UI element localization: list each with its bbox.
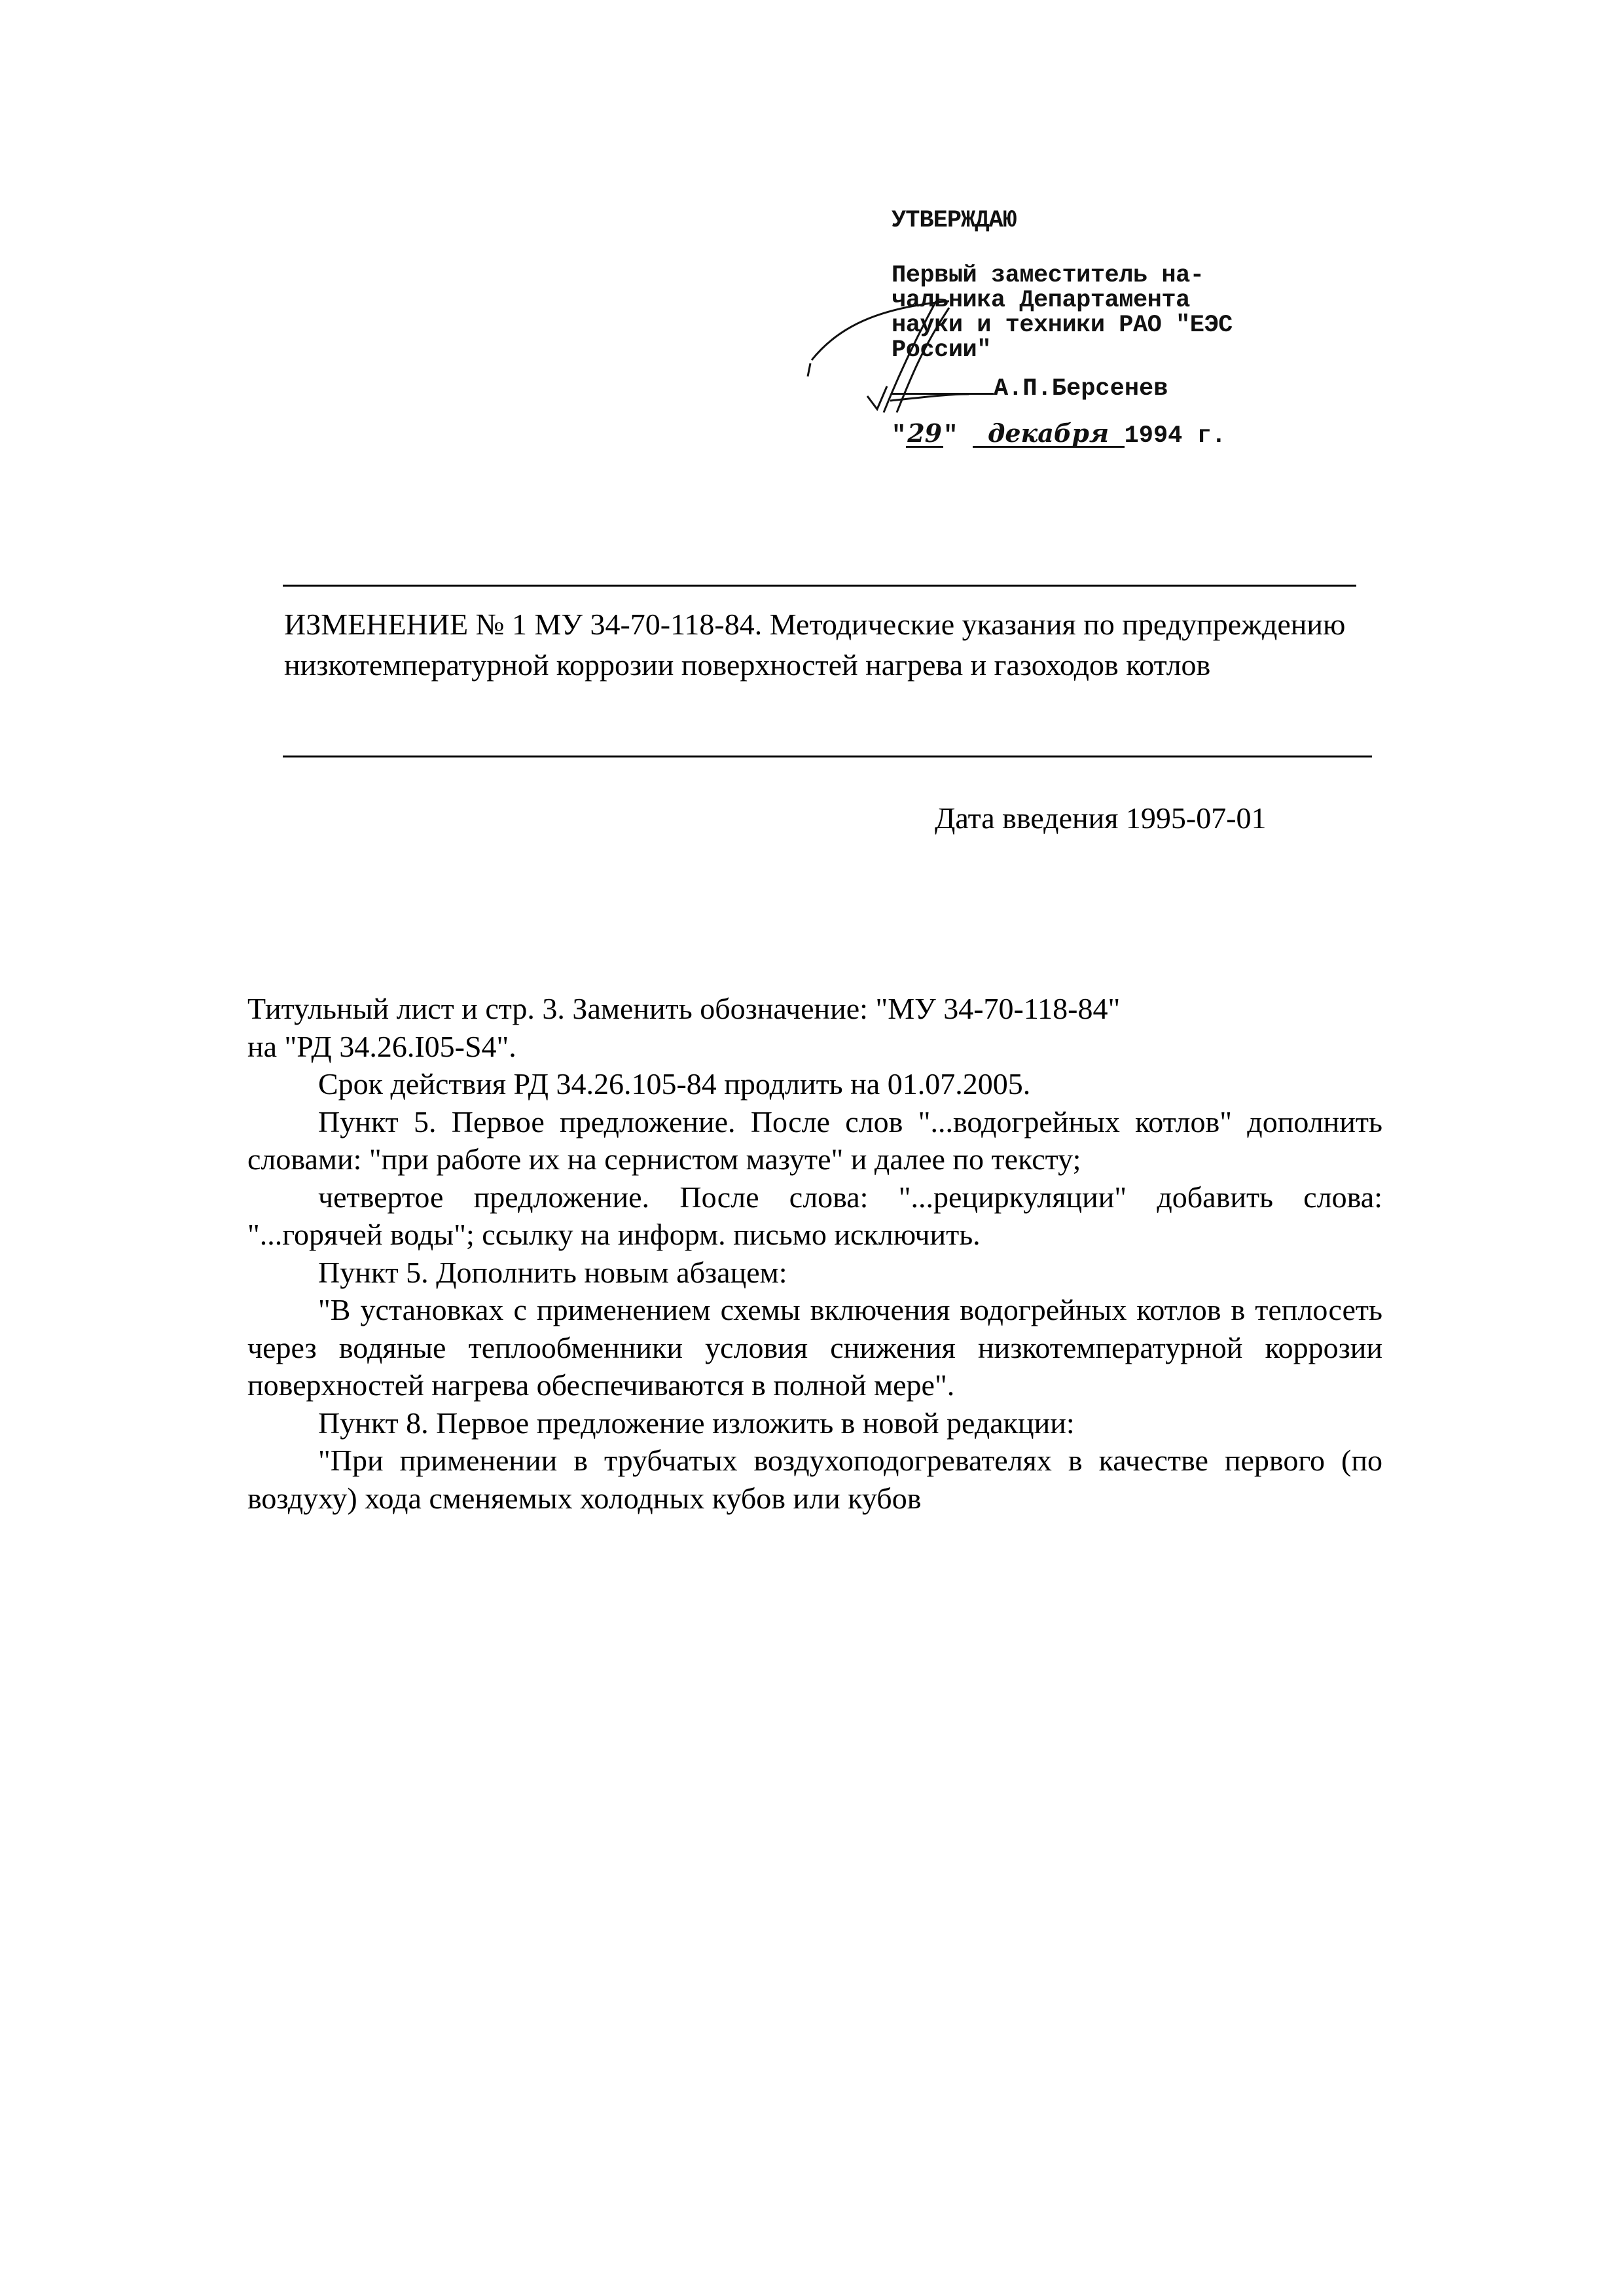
introduction-date: Дата введения 1995-07-01 — [935, 801, 1267, 835]
paragraph-line: Титульный лист и стр. 3. Заменить обозначение: "МУ 34-70-118-84" — [247, 992, 1121, 1025]
date-day: 29 — [907, 418, 943, 448]
approval-position-line: чальника Департамента — [892, 287, 1190, 314]
document-title: ИЗМЕНЕНИЕ № 1 МУ 34-70-118-84. Методические указания по предупреждению низкотемпературной коррозии поверхностей нагрева и газоходов котлов — [284, 608, 1346, 682]
approval-position-line: Первый заместитель на- — [892, 262, 1204, 289]
title-rule-bottom — [283, 756, 1372, 757]
paragraph — [247, 990, 1382, 1065]
paragraph: Пункт 5. Дополнить новым абзацем: — [318, 1255, 787, 1289]
paragraph: Пункт 5. Первое предложение. После слов "...водогрейных котлов" дополнить словами: "при работе их на сернистом мазуте" и далее по тексту; — [247, 1104, 1382, 1176]
date-quote-close: " — [943, 422, 958, 450]
paragraph: "В установках с применением схемы включения водогрейных котлов в теплосеть через водяные теплообменники условия снижения низкотемпературной коррозии поверхностей нагрева обеспечиваются в полной мере". — [247, 1293, 1382, 1402]
approval-position-line: России" — [892, 337, 991, 364]
paragraph-line: на "РД 34.26.I05-S4". — [247, 1029, 516, 1063]
handwritten-signature — [799, 282, 982, 426]
approval-heading: УТВЕРЖДАЮ — [892, 207, 1017, 234]
amendment-body — [247, 990, 1382, 1517]
approval-position-line: науки и техники РАО "ЕЭС — [892, 312, 1233, 339]
date-quote-open: " — [892, 422, 907, 450]
title-rule-top — [283, 585, 1356, 587]
paragraph: Срок действия РД 34.26.105-84 продлить на 01.07.2005. — [318, 1067, 1031, 1101]
paragraph: "При применении в трубчатых воздухоподогревателях в качестве первого (по воздуху) хода сменяемых холодных кубов или кубов — [247, 1444, 1382, 1515]
signatory-name: А.П.Берсенев — [994, 375, 1168, 403]
paragraph: четвертое предложение. После слова: "...рециркуляции" добавить слова: "...горячей воды"; ссылку на информ. письмо исключить. — [247, 1180, 1382, 1251]
date-year: 1994 г. — [1124, 422, 1226, 450]
date-month: декабря — [973, 421, 1125, 448]
paragraph: Пункт 8. Первое предложение изложить в новой редакции: — [318, 1406, 1075, 1440]
